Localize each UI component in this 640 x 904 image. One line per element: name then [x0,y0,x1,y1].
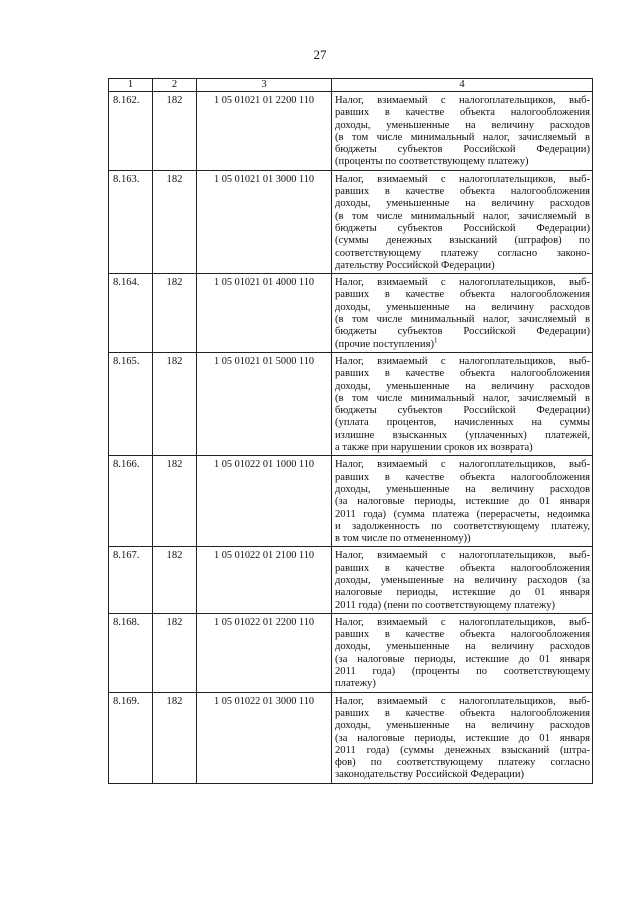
table-body [109,92,593,784]
description-text: равших в качестве объекта налогообложения [335,289,590,301]
description-line [335,156,590,168]
description-line [335,550,590,562]
description-text: равших в качестве объекта налогообложения [335,629,590,641]
budget-classification-code: 1 05 01022 01 3000 110 [197,692,332,783]
description-line [335,174,590,186]
description-line [335,696,590,708]
description-text: налоговые периоды, истекшие до 01 января [335,587,590,599]
description-text: дательству Российской Федерации) [335,259,495,271]
description-line [335,393,590,405]
description-text: излишне взысканных (уплаченных) платежей, [335,429,590,441]
description-line [335,600,590,612]
column-header-2: 2 [153,79,197,92]
description-text: соответствующему платежу согласно законо- [335,247,590,259]
description-text: (в том числе минимальный налог, зачисляемый в [335,314,590,326]
description-line [335,120,590,132]
administrator-code: 182 [153,613,197,692]
description-text: доходы, уменьшенные на величину расходов (за [335,574,590,586]
description-line [335,356,590,368]
description-text: (в том числе минимальный налог, зачисляемый в [335,131,590,143]
row-number: 8.166. [109,456,153,547]
description-text: доходы, уменьшенные на величину расходов [335,720,590,732]
description-text: Налог, взимаемый с налогоплательщиков, выб- [335,355,590,367]
budget-classification-code: 1 05 01021 01 5000 110 [197,352,332,455]
description-line [335,745,590,757]
description-text: 2011 года) (пени по соответствующему платежу) [335,599,556,611]
description-text: Налог, взимаемый с налогоплательщиков, выб- [335,459,590,471]
description-text: (суммы денежных взысканий (штрафов) по [335,235,590,247]
description-line [335,641,590,653]
description-line [335,198,590,210]
administrator-code: 182 [153,92,197,171]
description-text: доходы, уменьшенные на величину расходов [335,198,590,210]
budget-classification-code: 1 05 01021 01 4000 110 [197,274,332,353]
budget-classification-code: 1 05 01022 01 1000 110 [197,456,332,547]
description-line [335,521,590,533]
description-line [335,211,590,223]
description-text: законодательству Российской Федерации) [335,769,525,781]
row-number: 8.167. [109,547,153,613]
budget-classification-code: 1 05 01021 01 2200 110 [197,92,332,171]
description-text: бюджеты субъектов Российской Федерации) [335,326,590,338]
description-line [335,533,590,545]
row-number: 8.163. [109,170,153,273]
description-line [335,496,590,508]
description-text: (в том числе минимальный налог, зачисляемый в [335,210,590,222]
row-number: 8.162. [109,92,153,171]
description-line [335,757,590,769]
description-text: платежу) [335,678,376,690]
revenue-description [332,692,593,783]
description-text: доходы, уменьшенные на величину расходов [335,301,590,313]
description-line [335,223,590,235]
administrator-code: 182 [153,547,197,613]
description-text: (за налоговые периоды, истекшие до 01 января [335,653,590,665]
description-line [335,654,590,666]
description-text: (проценты по соответствующему платежу) [335,156,529,168]
column-header-1: 1 [109,79,153,92]
description-line [335,617,590,629]
description-line [335,666,590,678]
description-line [335,260,590,272]
row-number: 8.169. [109,692,153,783]
row-number: 8.168. [109,613,153,692]
revenue-description [332,170,593,273]
description-text: и задолженность по соответствующему платежу, [335,520,590,532]
revenue-description [332,456,593,547]
description-line [335,575,590,587]
description-line [335,442,590,454]
description-line [335,417,590,429]
administrator-code: 182 [153,456,197,547]
description-line [335,302,590,314]
description-text: Налог, взимаемый с налогоплательщиков, выб- [335,695,590,707]
column-header-4: 4 [332,79,593,92]
description-text: 2011 года) (суммы денежных взысканий (штра- [335,744,590,756]
description-text: Налог, взимаемый с налогоплательщиков, выб- [335,173,590,185]
description-text: бюджеты субъектов Российской Федерации) [335,222,590,234]
revenue-description [332,274,593,353]
row-number: 8.165. [109,352,153,455]
description-text: доходы, уменьшенные на величину расходов [335,641,590,653]
description-text: фов) по соответствующему платежу согласно [335,757,590,769]
description-line [335,277,590,289]
description-text: в том числе по отмененному)) [335,533,471,545]
row-number: 8.164. [109,274,153,353]
description-line [335,484,590,496]
table-row [109,274,593,353]
footnote-marker: 1 [433,336,438,345]
description-text: (за налоговые периоды, истекшие до 01 января [335,732,590,744]
budget-classification-table [108,78,593,784]
description-line [335,405,590,417]
description-text: а также при нарушении сроков их возврата) [335,442,533,454]
description-line [335,95,590,107]
revenue-description [332,352,593,455]
description-line [335,509,590,521]
description-line [335,459,590,471]
description-text: (в том числе минимальный налог, зачисляемый в [335,392,590,404]
description-text: равших в качестве объекта налогообложения [335,562,590,574]
budget-classification-code: 1 05 01022 01 2200 110 [197,613,332,692]
description-line [335,314,590,326]
description-text: (за налоговые периоды, истекшие до 01 января [335,496,590,508]
column-header-row [109,79,593,92]
table-row [109,92,593,171]
description-text: 2011 года) (сумма платежа (перерасчеты, недоимка [335,508,590,520]
description-text: Налог, взимаемый с налогоплательщиков, выб- [335,277,590,289]
description-text: равших в качестве объекта налогообложения [335,107,590,119]
table-row [109,613,593,692]
description-text: Налог, взимаемый с налогоплательщиков, выб- [335,550,590,562]
description-text: (уплата процентов, начисленных на суммы [335,417,590,429]
description-line [335,720,590,732]
description-line [335,733,590,745]
description-text: доходы, уменьшенные на величину расходов [335,119,590,131]
description-line [335,132,590,144]
table-row [109,456,593,547]
description-line [335,248,590,260]
revenue-description [332,547,593,613]
description-line [335,186,590,198]
description-text: доходы, уменьшенные на величину расходов [335,483,590,495]
description-line [335,368,590,380]
description-text: Налог, взимаемый с налогоплательщиков, выб- [335,95,590,106]
revenue-description [332,92,593,171]
table-row [109,692,593,783]
description-line [335,381,590,393]
description-text: доходы, уменьшенные на величину расходов [335,380,590,392]
description-line [335,289,590,301]
description-line [335,326,590,338]
description-line [335,336,590,351]
description-text: равших в качестве объекта налогообложения [335,471,590,483]
description-text: бюджеты субъектов Российской Федерации) [335,144,590,156]
administrator-code: 182 [153,352,197,455]
description-line [335,107,590,119]
description-line [335,629,590,641]
budget-classification-code: 1 05 01021 01 3000 110 [197,170,332,273]
description-line [335,144,590,156]
column-header-3: 3 [197,79,332,92]
description-line [335,708,590,720]
table-row [109,170,593,273]
description-line [335,563,590,575]
description-line [335,678,590,690]
description-line [335,235,590,247]
description-text: равших в качестве объекта налогообложения [335,368,590,380]
administrator-code: 182 [153,692,197,783]
budget-classification-code: 1 05 01022 01 2100 110 [197,547,332,613]
description-text: бюджеты субъектов Российской Федерации) [335,405,590,417]
page-number: 27 [313,47,327,62]
revenue-description [332,613,593,692]
table-row [109,352,593,455]
description-text: (прочие поступления) [335,338,434,350]
description-text: 2011 года) (проценты по соответствующему [335,666,590,678]
description-text: Налог, взимаемый с налогоплательщиков, выб- [335,616,590,628]
description-line [335,430,590,442]
administrator-code: 182 [153,170,197,273]
description-text: равших в качестве объекта налогообложения [335,707,590,719]
description-line [335,769,590,781]
table-row [109,547,593,613]
description-text: равших в качестве объекта налогообложения [335,186,590,198]
administrator-code: 182 [153,274,197,353]
description-line [335,472,590,484]
description-line [335,587,590,599]
